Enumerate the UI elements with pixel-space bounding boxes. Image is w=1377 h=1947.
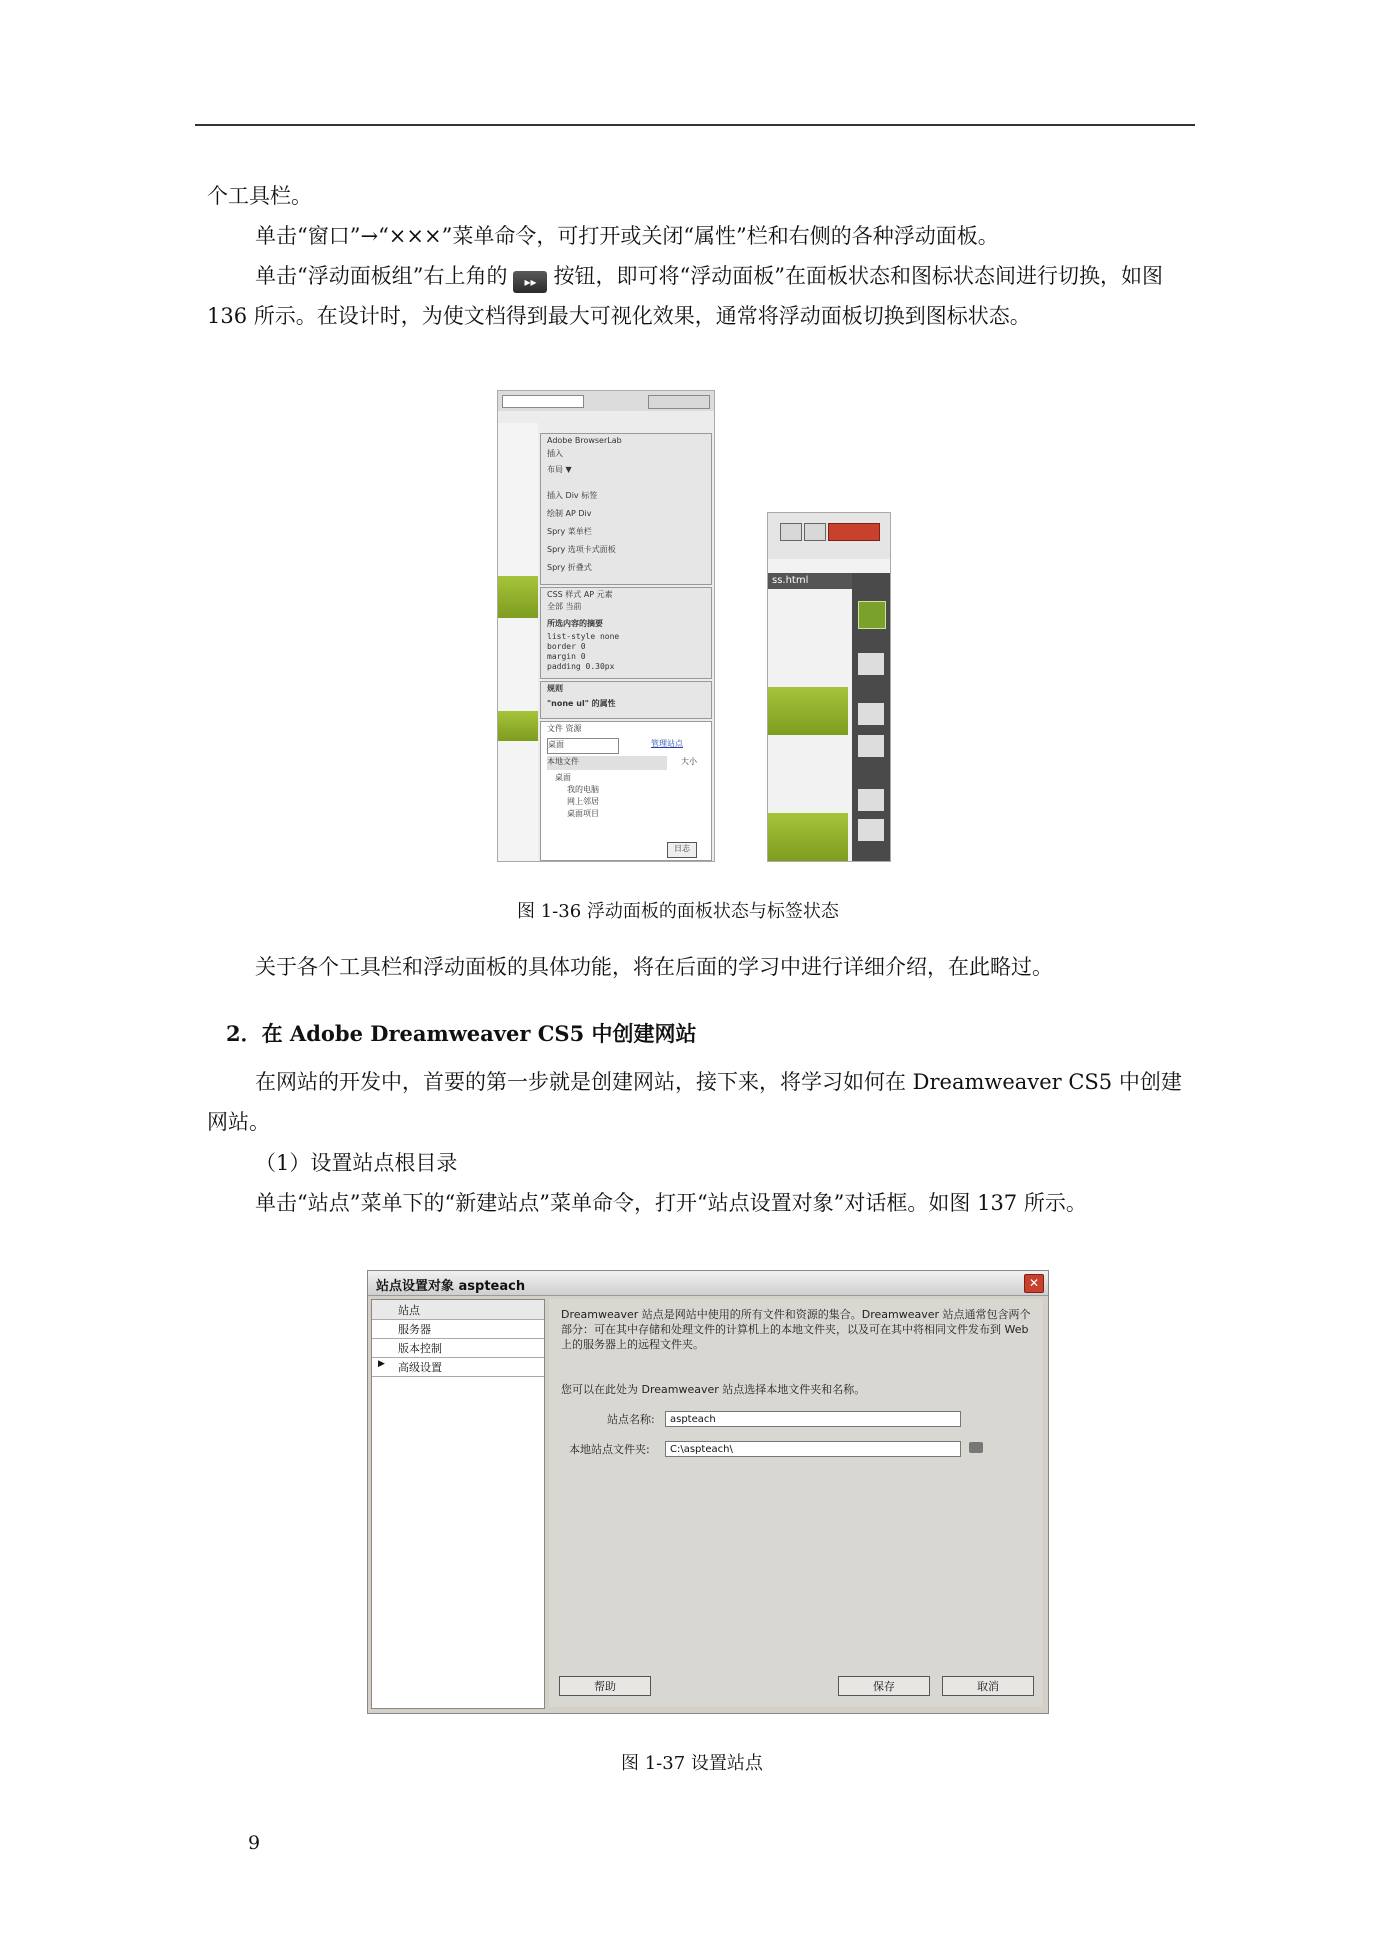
insert-panel — [540, 433, 712, 585]
browserlab-tab[interactable]: Adobe BrowserLab — [547, 436, 622, 445]
insert-tab[interactable]: 插入 — [547, 449, 563, 458]
rules-panel — [540, 681, 712, 719]
site-description: Dreamweaver 站点是网站中使用的所有文件和资源的集合。Dreamweaver 站点通常包含两个部分：可在其中存储和处理文件的计算机上的本地文件夹，以及可在其中将相同文件发布到 Web 上的服务器上的远程文件夹。 — [561, 1308, 1031, 1351]
collapse-panels-icon: ▸▸ — [513, 271, 547, 293]
maximize-icon[interactable] — [804, 523, 826, 541]
site-setup-dialog — [367, 1270, 1049, 1714]
local-files-header: 本地文件 — [547, 756, 667, 770]
help-button[interactable]: 帮助 — [559, 1676, 651, 1696]
panel-state-screenshot — [497, 390, 715, 862]
paragraph-5: 在网站的开发中，首要的第一步就是创建网站，接下来，将学习如何在 Dreamweaver CS5 中创建网站。 — [207, 1070, 1182, 1134]
figure-37-caption: 图 1-37 设置站点 — [621, 1753, 763, 1774]
site-name-input[interactable]: aspteach — [665, 1411, 961, 1427]
insert-item[interactable]: Spry 菜单栏 — [547, 527, 592, 536]
files-panel — [540, 721, 712, 861]
close-icon[interactable] — [828, 523, 880, 541]
nav-label: 站点 — [398, 1304, 420, 1317]
header-rule — [195, 124, 1195, 126]
location-select[interactable]: 桌面 — [547, 738, 619, 754]
css-prop: padding 0.30px — [547, 662, 615, 671]
ap-panel-icon[interactable] — [858, 703, 884, 725]
nav-item-servers[interactable] — [372, 1319, 544, 1339]
site-hint: 您可以在此处为 Dreamweaver 站点选择本地文件夹和名称。 — [561, 1383, 866, 1396]
css-prop: margin 0 — [547, 652, 586, 661]
css-panel-icon[interactable] — [858, 653, 884, 675]
summary-label: 所选内容的摘要 — [547, 619, 603, 628]
site-name-label: 站点名称: — [607, 1413, 655, 1426]
minimize-icon[interactable] — [780, 523, 802, 541]
insert-item[interactable]: Spry 折叠式 — [547, 563, 592, 572]
size-header: 大小 — [681, 757, 697, 766]
figure-36-caption: 图 1-36 浮动面板的面板状态与标签状态 — [517, 901, 839, 922]
css-styles-panel — [540, 587, 712, 679]
green-band — [768, 687, 848, 735]
section-heading: 2．在 Adobe Dreamweaver CS5 中创建网站 — [226, 1021, 697, 1046]
css-prop: list-style none — [547, 632, 620, 641]
css-subtabs[interactable]: 全部 当前 — [547, 602, 582, 611]
local-folder-label: 本地站点文件夹: — [569, 1443, 650, 1456]
page-number: 9 — [248, 1832, 261, 1854]
insert-item[interactable]: 绘制 AP Div — [547, 509, 592, 518]
behaviors-panel-icon[interactable] — [858, 735, 884, 757]
paragraph-6: （1）设置站点根目录 — [255, 1151, 458, 1175]
dialog-nav — [371, 1299, 545, 1709]
manage-sites-link[interactable]: 管理站点 — [651, 739, 683, 748]
paragraph-7: 单击“站点”菜单下的“新建站点”菜单命令，打开“站点设置对象”对话框。如图 137 所示。 — [255, 1191, 1087, 1215]
save-button[interactable]: 保存 — [838, 1676, 930, 1696]
browse-folder-icon[interactable] — [969, 1442, 983, 1453]
local-folder-input[interactable]: C:\aspteach\ — [665, 1441, 961, 1457]
paragraph-2: 单击“窗口”→“×××”菜单命令，可打开或关闭“属性”栏和右侧的各种浮动面板。 — [255, 224, 999, 248]
paragraph-3 — [207, 256, 1182, 336]
icon-state-screenshot — [767, 512, 891, 862]
paragraph-3-part1: 单击“浮动面板组”右上角的 — [255, 264, 508, 288]
green-band — [768, 813, 848, 861]
close-icon[interactable]: ✕ — [1024, 1274, 1044, 1293]
document-strip — [498, 423, 538, 861]
insert-item[interactable]: Spry 选项卡式面板 — [547, 545, 616, 554]
cancel-button[interactable]: 取消 — [942, 1676, 1034, 1696]
dialog-title: 站点设置对象 aspteach — [376, 1279, 526, 1294]
dialog-content — [549, 1299, 1043, 1707]
doc-tab[interactable]: ss.html — [768, 573, 852, 589]
tree-item[interactable]: 网上邻居 — [567, 797, 599, 806]
nav-item-advanced[interactable] — [372, 1357, 544, 1377]
paragraph-3-part2: 按钮，即可将“浮动面板”在面板状态和图标状态间进行切换，如图 136 所示。在设计时，为使文档得到最大可视化效果，通常将浮动面板切换到图标状态。 — [207, 264, 1163, 328]
nav-label: 服务器 — [398, 1323, 431, 1336]
assets-panel-icon[interactable] — [858, 819, 884, 841]
css-tabs[interactable]: CSS 样式 AP 元素 — [547, 590, 613, 599]
files-panel-icon[interactable] — [858, 789, 884, 811]
tree-item[interactable]: 桌面 — [555, 773, 571, 782]
tree-item[interactable]: 桌面项目 — [567, 809, 599, 818]
rules-label: 规则 — [547, 684, 563, 693]
files-tabs[interactable]: 文件 资源 — [547, 724, 582, 733]
nav-item-version-control[interactable] — [372, 1338, 544, 1358]
nav-label: 版本控制 — [398, 1342, 442, 1355]
nav-item-site[interactable] — [372, 1300, 544, 1320]
window-controls — [648, 395, 710, 409]
expand-arrow-icon[interactable]: ▶ — [378, 1359, 385, 1369]
insert-item[interactable]: 插入 Div 标签 — [547, 491, 598, 500]
paragraph-1: 个工具栏。 — [207, 184, 312, 208]
tree-item[interactable]: 我的电脑 — [567, 785, 599, 794]
insert-panel-icon[interactable] — [858, 601, 886, 629]
nav-label: 高级设置 — [398, 1361, 442, 1374]
green-band-1 — [498, 576, 538, 618]
dialog-title-bar — [368, 1271, 1048, 1296]
log-button[interactable]: 日志 — [667, 842, 697, 858]
paragraph-4: 关于各个工具栏和浮动面板的具体功能，将在后面的学习中进行详细介绍，在此略过。 — [255, 955, 1053, 979]
layout-dropdown[interactable]: 布局 ▼ — [547, 465, 572, 474]
green-band-2 — [498, 711, 538, 741]
search-input[interactable] — [502, 395, 584, 408]
css-prop: border 0 — [547, 642, 586, 651]
props-for-label: "none ul" 的属性 — [547, 699, 616, 708]
